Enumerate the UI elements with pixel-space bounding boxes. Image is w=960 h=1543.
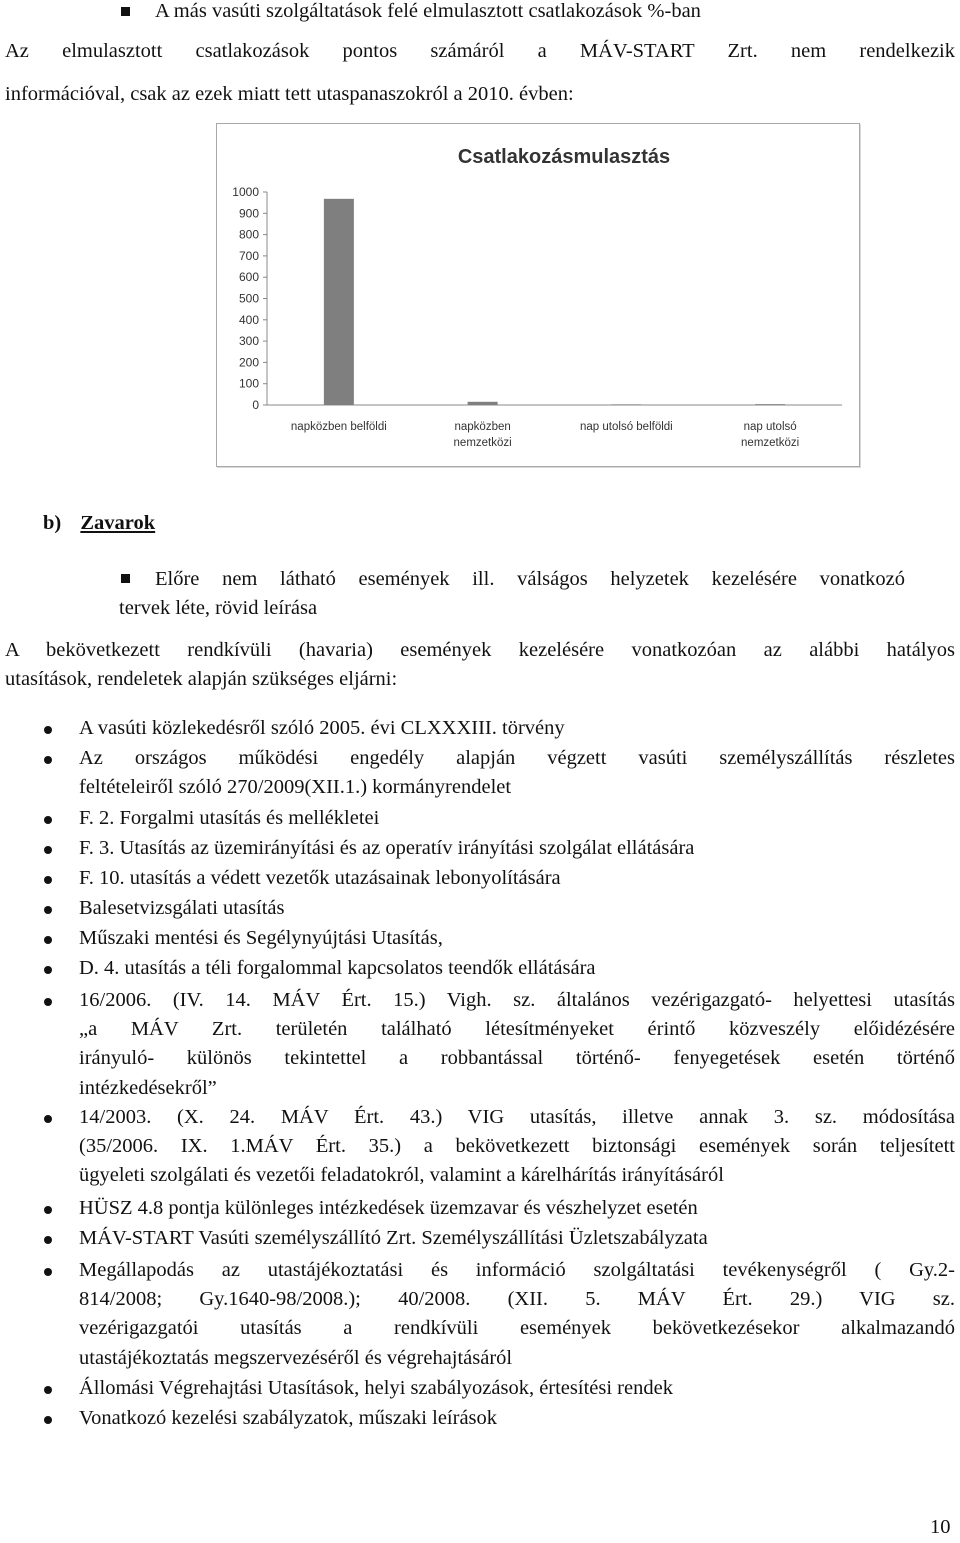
y-tick-label: 900 bbox=[238, 206, 259, 221]
y-tick-label: 1000 bbox=[232, 185, 259, 199]
list-item-line: Balesetvizsgálati utasítás bbox=[79, 897, 285, 919]
list-item-line: A vasúti közlekedésről szóló 2005. évi CLXXXIII. törvény bbox=[79, 717, 565, 739]
list-item-line: Vonatkozó kezelési szabályzatok, műszaki leírások bbox=[79, 1407, 498, 1429]
y-tick-label: 800 bbox=[238, 227, 259, 242]
section-b-heading bbox=[43, 509, 155, 539]
list-item-line: HÜSZ 4.8 pontja különleges intézkedések üzemzavar és vészhelyzet esetén bbox=[79, 1197, 698, 1219]
bar bbox=[324, 199, 354, 405]
intro-paragraph-line-2: információval, csak az ezek miatt tett utaspanaszokról a 2010. évben: bbox=[5, 83, 574, 105]
list-item-line: 814/2008; Gy.1640-98/2008.); 40/2008. (XII. 5. MÁV Ért. 29.) VIG sz. bbox=[79, 1288, 955, 1311]
bullet-dot-icon bbox=[44, 1386, 52, 1394]
bullet-dot-icon bbox=[44, 1206, 52, 1214]
bar-chart bbox=[217, 124, 859, 466]
y-axis bbox=[232, 185, 842, 412]
x-axis-labels bbox=[291, 421, 799, 449]
list-item-line: 16/2006. (IV. 14. MÁV Ért. 15.) Vigh. sz. általános vezérigazgató- helyettesi utasítás bbox=[79, 989, 955, 1011]
bullet-dot-icon bbox=[44, 816, 52, 824]
x-tick-label: napközben belföldi bbox=[290, 421, 387, 433]
intro-paragraph-line-1: Az elmulasztott csatlakozások pontos számáról a MÁV-START Zrt. nem rendelkezik bbox=[5, 40, 955, 62]
y-tick-label: 700 bbox=[238, 248, 259, 263]
bullet-dot-icon bbox=[44, 726, 52, 734]
bullet-dot-icon bbox=[44, 1416, 52, 1424]
list-item-line: irányuló- különös tekintettel a robbantással történő- fenyegetések esetén történő bbox=[79, 1047, 955, 1070]
bullet-dot-icon bbox=[44, 756, 52, 764]
chart-title: Csatlakozásmulasztás bbox=[457, 146, 671, 168]
list-item-line: Állomási Végrehajtási Utasítások, helyi szabályozások, értesítési rendek bbox=[79, 1377, 673, 1399]
bars bbox=[324, 199, 785, 405]
y-tick-label: 300 bbox=[238, 334, 259, 349]
section-b-intro-line-2: utasítások, rendeletek alapján szükséges eljárni: bbox=[5, 668, 398, 690]
list-item-line: F. 10. utasítás a védett vezetők utazásainak lebonyolítására bbox=[79, 867, 561, 889]
list-item-line: F. 3. Utasítás az üzemirányítási és az operatív irányítási szolgálat ellátására bbox=[79, 837, 695, 859]
y-tick-label: 600 bbox=[238, 270, 259, 285]
list-item-line: intézkedésekről” bbox=[79, 1076, 217, 1099]
bullet-dot-icon bbox=[44, 846, 52, 854]
bullet-dot-icon bbox=[44, 1268, 52, 1276]
y-tick-label: 0 bbox=[252, 398, 259, 412]
bar bbox=[468, 402, 498, 405]
y-tick-label: 100 bbox=[238, 376, 259, 391]
bullet-dot-icon bbox=[44, 876, 52, 884]
bar bbox=[755, 404, 785, 405]
list-item-line: vezérigazgatói utasítás a rendkívüli események bekövetkezésekor alkalmazandó bbox=[79, 1317, 955, 1340]
bullet-dot-icon bbox=[44, 998, 52, 1006]
list-item-line: Az országos működési engedély alapján végzett vasúti személyszállítás részletes bbox=[79, 747, 955, 769]
section-b-bullet-line-1: Előre nem látható események ill. válságos helyzetek kezelésére vonatkozó bbox=[155, 568, 905, 590]
chart-container bbox=[216, 123, 860, 467]
square-bullet-icon bbox=[121, 7, 130, 16]
section-bullet-title: A más vasúti szolgáltatások felé elmulasztott csatlakozások %-ban bbox=[155, 0, 701, 22]
list-item-line: F. 2. Forgalmi utasítás és mellékletei bbox=[79, 807, 380, 829]
list-item-line: 14/2003. (X. 24. MÁV Ért. 43.) VIG utasítás, illetve annak 3. sz. módosítása bbox=[79, 1106, 955, 1128]
list-item-line: (35/2006. IX. 1.MÁV Ért. 35.) a bekövetkezett biztonsági események során teljesített bbox=[79, 1135, 955, 1158]
section-b-label: b) bbox=[43, 512, 62, 534]
x-tick-label: napközben nemzetközi bbox=[453, 421, 512, 449]
list-item-line: Megállapodás az utastájékoztatási és információ szolgáltatási tevékenységről ( Gy.2- bbox=[79, 1259, 955, 1281]
list-item-line: MÁV-START Vasúti személyszállító Zrt. Személyszállítási Üzletszabályzata bbox=[79, 1227, 708, 1249]
y-tick-label: 200 bbox=[238, 355, 259, 370]
x-tick-label: nap utolsó belföldi bbox=[580, 421, 673, 433]
list-item-line: Műszaki mentési és Segélynyújtási Utasítás, bbox=[79, 927, 443, 949]
list-item-line: D. 4. utasítás a téli forgalommal kapcsolatos teendők ellátására bbox=[79, 957, 596, 979]
list-item-line: „a MÁV Zrt. területén található létesítményeket érintő közveszély előidézésére bbox=[79, 1018, 955, 1041]
list-item-line: ügyeleti szolgálati és vezetői feladatokról, valamint a kárelhárítás irányításáról bbox=[79, 1164, 724, 1187]
list-item-line: feltételeiről szóló 270/2009(XII.1.) kormányrendelet bbox=[79, 776, 512, 799]
bullet-dot-icon bbox=[44, 966, 52, 974]
section-b-bullet-line-2: tervek léte, rövid leírása bbox=[119, 597, 318, 619]
bullet-dot-icon bbox=[44, 906, 52, 914]
bullet-dot-icon bbox=[44, 1115, 52, 1123]
square-bullet-icon bbox=[121, 574, 130, 583]
section-b-title: Zavarok bbox=[80, 512, 156, 534]
bullet-dot-icon bbox=[44, 936, 52, 944]
bullet-dot-icon bbox=[44, 1236, 52, 1244]
page-number: 10 bbox=[930, 1516, 951, 1538]
list-item-line: utastájékoztatás megszervezéséről és végrehajtásáról bbox=[79, 1346, 513, 1369]
bar bbox=[611, 404, 641, 405]
section-b-intro-line-1: A bekövetkezett rendkívüli (havaria) események kezelésére vonatkozóan az alábbi hatályos bbox=[5, 639, 955, 661]
y-tick-label: 400 bbox=[238, 312, 259, 327]
y-tick-label: 500 bbox=[238, 291, 259, 306]
x-tick-label: nap utolsó nemzetközi bbox=[741, 421, 800, 449]
